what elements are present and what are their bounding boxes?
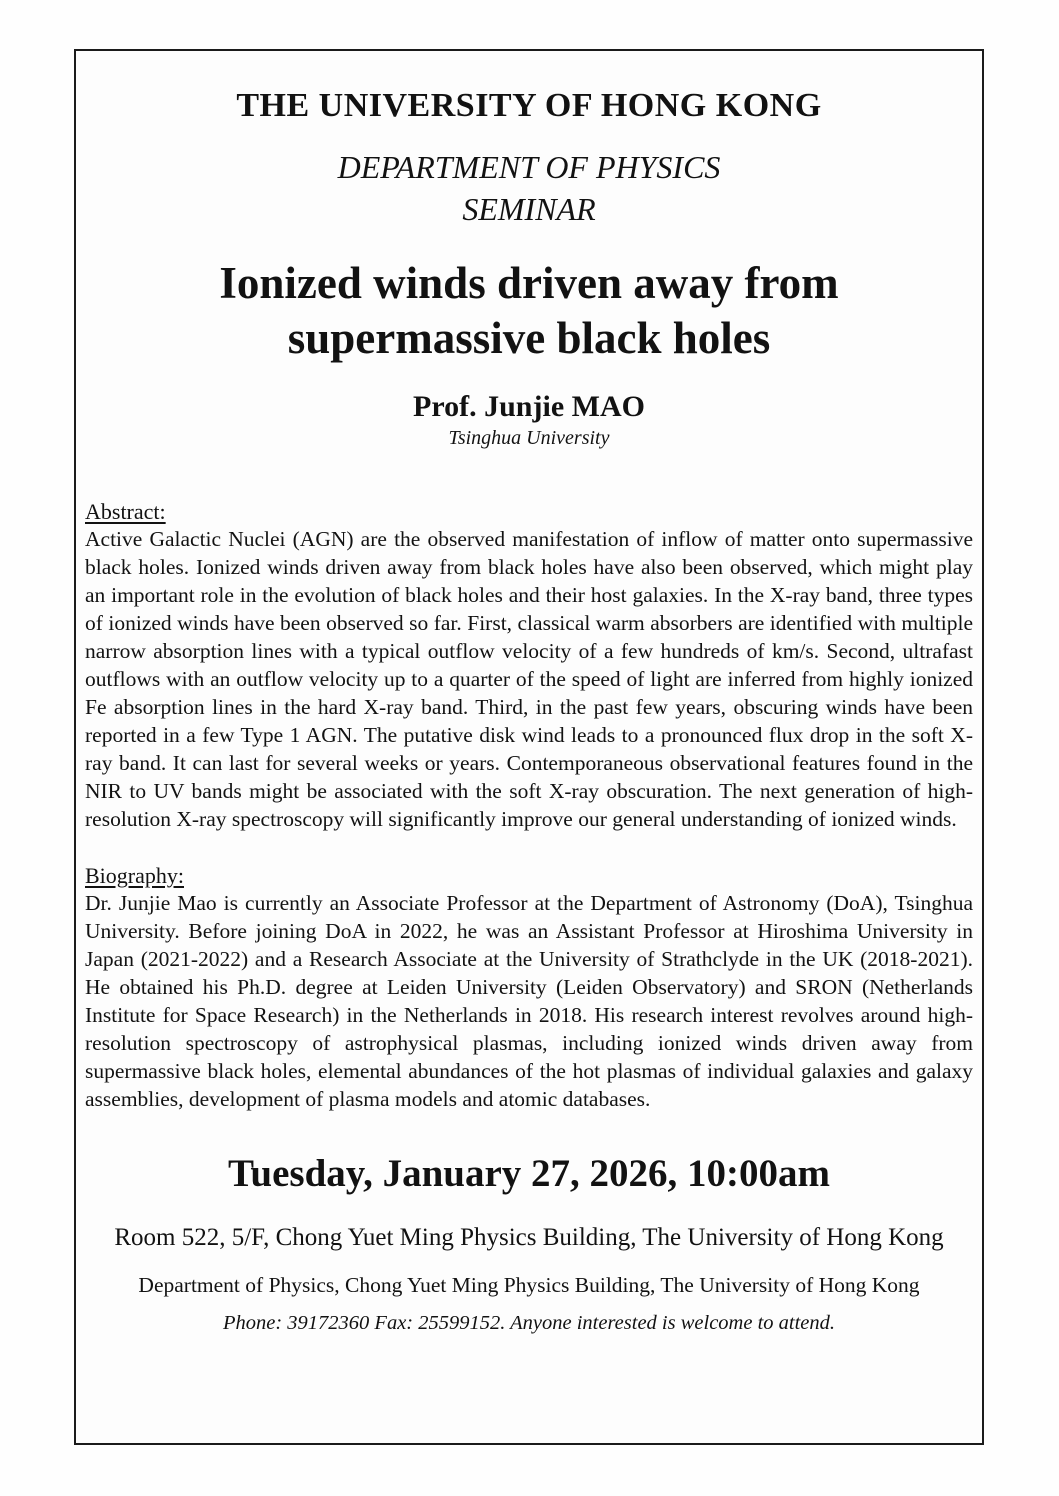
- event-organizer: Department of Physics, Chong Yuet Ming Physics Building, The University of Hong Kong: [138, 1272, 920, 1297]
- university-name: THE UNIVERSITY OF HONG KONG: [236, 87, 822, 124]
- seminar-poster: [74, 49, 984, 1445]
- speaker-affiliation: Tsinghua University: [448, 426, 610, 449]
- biography-heading: Biography:: [85, 862, 184, 888]
- speaker-name: Prof. Junjie MAO: [413, 389, 645, 423]
- abstract-heading: Abstract:: [85, 498, 166, 524]
- event-contact: Phone: 39172360 Fax: 25599152. Anyone interested is welcome to attend.: [222, 1311, 836, 1334]
- department-line: DEPARTMENT OF PHYSICS: [337, 149, 721, 185]
- talk-title: Ionized winds driven away from supermassive black holes: [219, 258, 839, 363]
- event-datetime: Tuesday, January 27, 2026, 10:00am: [227, 1151, 831, 1195]
- seminar-label: SEMINAR: [462, 191, 596, 227]
- biography-text: Dr. Junjie Mao is currently an Associate Professor at the Department of Astronomy (DoA), Tsinghua University. Before joining DoA in 2022, he was an Assistant Professor at Hiroshima University in Japan (2021-2022) and a Research Associate at the University of Strathclyde in the UK (2018-2021). He obtained his Ph.D. degree at Leiden University (Leiden Observatory) and SRON (Netherlands Institute for Space Research) in the Netherlands in 2018. His research interest revolves around high-resolution spectroscopy of astrophysical plasmas, including ionized winds driven away from supermassive black holes, elemental abundances of the hot plasmas of individual galaxies and galaxy assemblies, development of plasma models and atomic databases.: [85, 890, 973, 1111]
- abstract-text: Active Galactic Nuclei (AGN) are the observed manifestation of inflow of matter onto supermassive black holes. Ionized winds driven away from black holes have also been observed, which might play an important role in the evolution of black holes and their host galaxies. In the X-ray band, three types of ionized winds have been observed so far. First, classical warm absorbers are identified with multiple narrow absorption lines with a typical outflow velocity of a few hundreds of km/s. Second, ultrafast outflows with an outflow velocity up to a quarter of the speed of light are inferred from highly ionized Fe absorption lines in the hard X-ray band. Third, in the past few years, obscuring winds have been reported in a few Type 1 AGN. The putative disk wind leads to a pronounced flux drop in the soft X-ray band. It can last for several weeks or years. Contemporaneous observational features found in the NIR to UV bands might be associated with the soft X-ray obscuration. The next generation of high-resolution X-ray spectroscopy will significantly improve our general understanding of ionized winds.: [85, 526, 973, 831]
- event-venue: Room 522, 5/F, Chong Yuet Ming Physics Building, The University of Hong Kong: [114, 1223, 944, 1251]
